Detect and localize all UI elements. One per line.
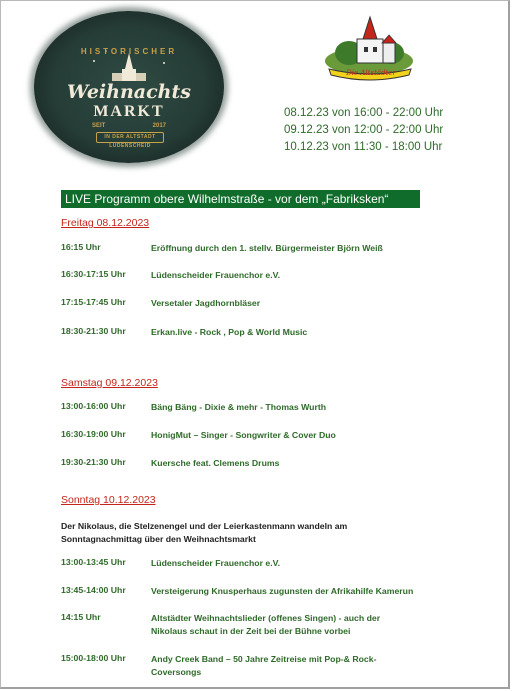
row-act: Bäng Bäng - Dixie & mehr - Thomas Wurth [151, 402, 327, 412]
row-time: 19:30-21:30 Uhr [61, 457, 126, 467]
act-line: Nikolaus schaut in der Zeit bei der Bühne vorbei [151, 626, 351, 636]
row-act: Versteigerung Knusperhaus zugunsten der Afrikahilfe Kamerun [151, 586, 414, 596]
row-time: 16:30-19:00 Uhr [61, 429, 126, 439]
logo-arc-text: HISTORISCHER [80, 47, 178, 56]
logo-title: Weihnachts [67, 81, 191, 103]
row-act: HonigMut – Singer - Songwriter & Cover Duo [151, 430, 336, 440]
act-line: Andy Creek Band – 50 Jahre Zeitreise mit Pop-& Rock- [151, 654, 377, 664]
logo-markt: MARKT [93, 103, 165, 120]
logo-year-left: SEIT [92, 123, 106, 129]
date-line: 10.12.23 von 11:30 - 18:00 Uhr [284, 141, 443, 153]
row-time: 14:15 Uhr [61, 612, 101, 622]
row-act [151, 612, 491, 638]
opening-dates [284, 105, 443, 156]
row-act: Lüdenscheider Frauenchor e.V. [151, 270, 281, 280]
row-act: Kuersche feat. Clemens Drums [151, 458, 280, 468]
row-act: Erkan.live - Rock , Pop & World Music [151, 327, 308, 337]
date-line: 08.12.23 von 16:00 - 22:00 Uhr [284, 107, 444, 119]
logo-ribbon: IN DER ALTSTADT LÜDENSCHEID [96, 132, 164, 143]
row-act: Eröffnung durch den 1. stellv. Bürgermeister Björn Weiß [151, 243, 383, 253]
date-line: 09.12.23 von 12:00 - 22:00 Uhr [284, 124, 444, 136]
note-line: Sonntagnachmittag über den Weihnachtsmarkt [61, 534, 256, 544]
row-time: 13:00-13:45 Uhr [61, 557, 126, 567]
altstaedter-caption: Die Altstädter [346, 69, 396, 77]
logo-year-right: 2017 [152, 123, 166, 129]
programme-banner: LIVE Programm obere Wilhelmstraße - vor dem „Fabriksken“ [61, 190, 420, 208]
weihnachtsmarkt-logo [34, 11, 224, 163]
note-line: Der Nikolaus, die Stelzenengel und der Leierkastenmann wandeln am [61, 521, 348, 531]
act-line: Coversongs [151, 667, 202, 677]
row-act [151, 653, 491, 679]
day-title-sunday: Sonntag 10.12.2023 [61, 494, 156, 506]
row-act: Lüdenscheider Frauenchor e.V. [151, 558, 281, 568]
row-time: 13:45-14:00 Uhr [61, 585, 126, 595]
row-time: 18:30-21:30 Uhr [61, 326, 126, 336]
logo-years [92, 123, 166, 129]
day-title-friday: Freitag 08.12.2023 [61, 217, 150, 229]
sunday-note [61, 520, 461, 546]
row-time: 17:15-17:45 Uhr [61, 297, 126, 307]
row-time: 16:15 Uhr [61, 242, 101, 252]
row-act: Versetaler Jagdhornbläser [151, 298, 261, 308]
row-time: 15:00-18:00 Uhr [61, 653, 126, 663]
act-line: Altstädter Weihnachtslieder (offenes Singen) - auch der [151, 613, 381, 623]
row-time: 16:30-17:15 Uhr [61, 269, 126, 279]
day-title-saturday: Samstag 09.12.2023 [61, 377, 158, 389]
row-time: 13:00-16:00 Uhr [61, 401, 126, 411]
